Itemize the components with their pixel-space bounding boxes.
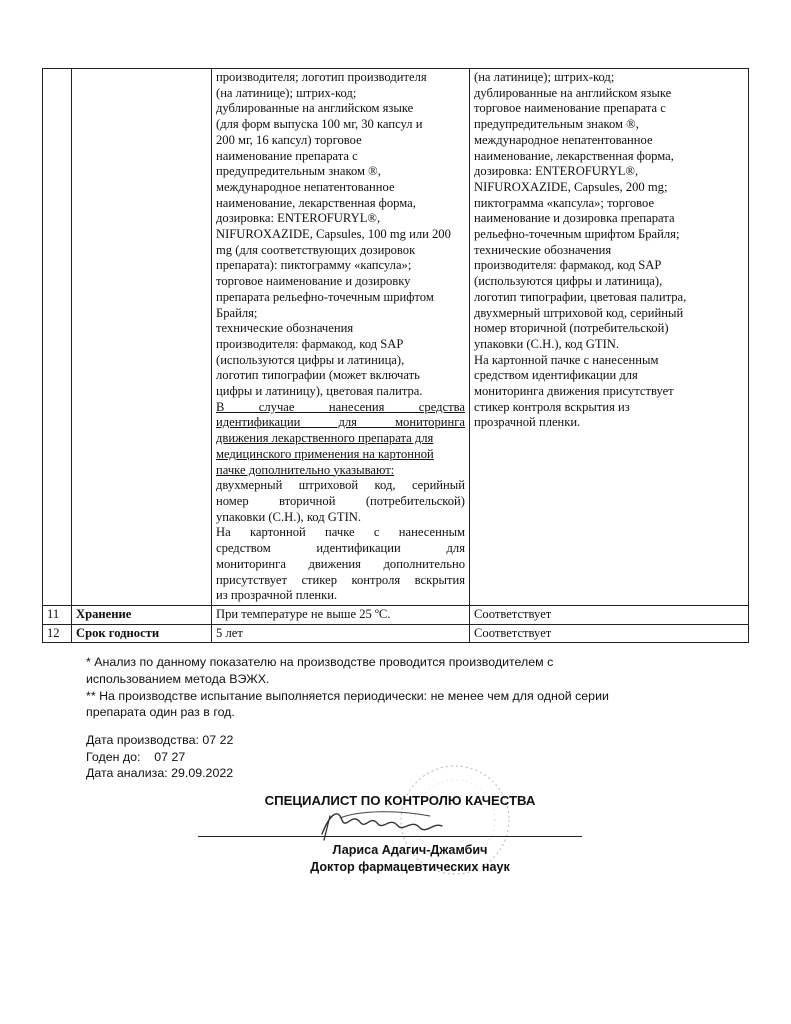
result-line: логотип типографии, цветовая палитра,	[474, 289, 687, 304]
result-line: мониторинга движения присутствует	[474, 384, 674, 399]
requirement-line: из прозрачной пленки.	[216, 588, 338, 603]
requirement-line: движения лекарственного препарата для	[216, 431, 434, 446]
requirement-line: NIFUROXAZIDE, Capsules, 100 mg или 200	[216, 227, 451, 242]
result-cell	[470, 69, 749, 606]
requirement-line: mg (для соответствующих дозировок	[216, 242, 416, 257]
parameter-name: Хранение	[72, 605, 212, 624]
result-line: международное непатентованное	[474, 132, 653, 147]
row-number-cell	[43, 69, 72, 606]
requirement-line: присутствует стикер контроля вскрытия	[216, 572, 465, 587]
expiry-date-line	[86, 749, 386, 766]
requirement-line: В случае нанесения средства	[216, 399, 465, 414]
signatory	[200, 842, 620, 876]
requirement-line: (на латинице); штрих-код;	[216, 85, 357, 100]
result-line: (используются цифры и латиница),	[474, 274, 663, 289]
result-line: упаковки (С.Н.), код GTIN.	[474, 336, 620, 351]
requirement-line: двухмерный штриховой код, серийный	[216, 478, 465, 493]
requirement-line: (для форм выпуска 100 мг, 30 капсул и	[216, 117, 423, 132]
requirement-line: медицинского применения на картонной	[216, 446, 434, 461]
analysis-date: Дата анализа: 29.09.2022	[86, 766, 234, 781]
result-line: NIFUROXAZIDE, Capsules, 200 mg;	[474, 179, 668, 194]
requirement-cell	[212, 69, 470, 606]
expiry-value: 07 27	[154, 749, 186, 764]
result-line: дозировка: ENTEROFURYL®,	[474, 164, 639, 179]
table-row	[43, 69, 749, 606]
result-line: рельефно-точечным шрифтом Брайля;	[474, 227, 680, 242]
result-line: стикер контроля вскрытия из	[474, 399, 630, 414]
result-line: технические обозначения	[474, 242, 612, 257]
requirement-line: наименование препарата с	[216, 148, 358, 163]
requirement-line: мониторинга движения дополнительно	[216, 556, 465, 571]
requirement-line: предупредительным знаком ®,	[216, 164, 381, 179]
handwritten-signature	[300, 800, 460, 846]
signatory-name: Лариса Адагич-Джамбич	[332, 843, 488, 857]
requirement-text: 5 лет	[212, 624, 470, 643]
result-line: предупредительным знаком ®,	[474, 117, 639, 132]
parameter-name-cell	[72, 69, 212, 606]
requirement-line: идентификации для мониторинга	[216, 415, 465, 430]
requirement-line: дублированные на английском языке	[216, 101, 414, 116]
result-line: номер вторичной (потребительской)	[474, 321, 669, 336]
requirement-line: торговое наименование и дозировку	[216, 274, 411, 289]
requirement-line: дозировка: ENTEROFURYL®,	[216, 211, 381, 226]
requirement-line: 200 мг, 16 капсул) торговое	[216, 132, 362, 147]
requirement-line: производителя: фармакод, код SAP	[216, 336, 404, 351]
production-date: Дата производства: 07 22	[86, 733, 234, 747]
requirement-line: международное непатентованное	[216, 179, 395, 194]
expiry-label: Годен до:	[86, 749, 141, 764]
requirement-line: (используются цифры и латиница),	[216, 352, 405, 367]
row-number: 12	[43, 624, 72, 643]
requirement-line: Брайля;	[216, 305, 258, 320]
result-line: производителя: фармакод, код SAP	[474, 258, 662, 273]
signature-title: СПЕЦИАЛИСТ ПО КОНТРОЛЮ КАЧЕСТВА	[264, 793, 536, 808]
footnotes	[86, 654, 686, 721]
footnote-line: ** На производстве испытание выполняется периодически: не менее чем для одной серии	[86, 688, 609, 703]
requirement-line: препарата): пиктограмму «капсула»;	[216, 258, 412, 273]
footnote-line: использованием метода ВЭЖХ.	[86, 671, 270, 686]
result-line: прозрачной пленки.	[474, 415, 581, 430]
result-line: На картонной пачке с нанесенным	[474, 352, 659, 367]
result-line: двухмерный штриховой код, серийный	[474, 305, 684, 320]
result-text: Соответствует	[470, 605, 749, 624]
result-line: наименование, лекарственная форма,	[474, 148, 674, 163]
result-line: дублированные на английском языке	[474, 85, 672, 100]
requirement-text: При температуре не выше 25 ºС.	[212, 605, 470, 624]
row-number: 11	[43, 605, 72, 624]
signatory-degree: Доктор фармацевтических наук	[310, 860, 510, 874]
specification-table	[42, 68, 749, 643]
result-line: средством идентификации для	[474, 368, 638, 383]
footnote-line: * Анализ по данному показателю на производстве проводится производителем с	[86, 655, 554, 669]
requirement-line: цифры и латиницу), цветовая палитра.	[216, 384, 423, 399]
result-text: Соответствует	[470, 624, 749, 643]
signature-line	[198, 836, 582, 837]
requirement-line: упаковки (С.Н.), код GTIN.	[216, 509, 362, 524]
requirement-line: препарата рельефно-точечным шрифтом	[216, 289, 434, 304]
result-line: торговое наименование препарата с	[474, 101, 666, 116]
requirement-line: номер вторичной (потребительской)	[216, 493, 465, 508]
requirement-line: На картонной пачке с нанесенным	[216, 525, 465, 540]
table-row	[43, 605, 749, 624]
result-line: пиктограмма «капсула»; торговое	[474, 195, 655, 210]
requirement-line: пачке дополнительно указывают:	[216, 462, 395, 477]
result-line: наименование и дозировка препарата	[474, 211, 675, 226]
result-line: (на латинице); штрих-код;	[474, 70, 615, 84]
requirement-line: технические обозначения	[216, 321, 354, 336]
requirement-line: логотип типографии (может включать	[216, 368, 420, 383]
footnote-line: препарата один раз в год.	[86, 705, 235, 720]
requirement-line: наименование, лекарственная форма,	[216, 195, 416, 210]
requirement-line: средством идентификации для	[216, 541, 465, 556]
dates-block	[86, 732, 386, 782]
parameter-name: Срок годности	[72, 624, 212, 643]
table-row	[43, 624, 749, 643]
requirement-line: производителя; логотип производителя	[216, 70, 427, 84]
